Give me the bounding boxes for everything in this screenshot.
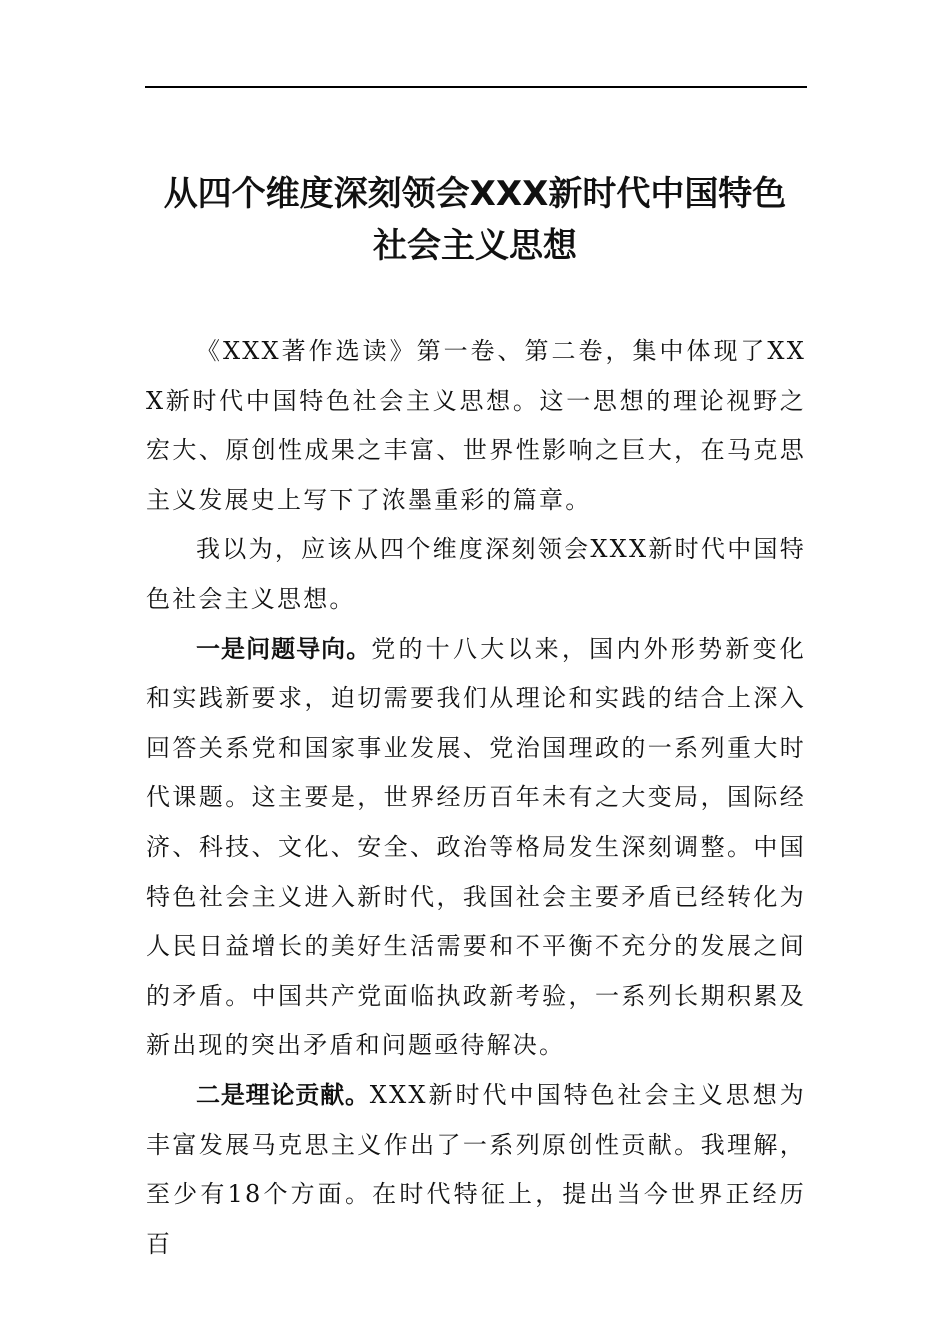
paragraph-text: 党的十八大以来，国内外形势新变化和实践新要求，迫切需要我们从理论和实践的结合上深入回答关系党和国家事业发展、党治国理政的一系列重大时代课题。这主要是，世界经历百年未有之大变局，国际经济、科技、文化、安全、政治等格局发生深刻调整。中国特色社会主义进入新时代，我国社会主要矛盾已经转化为人民日益增长的美好生活需要和不平衡不充分的发展之间的矛盾。中国共产党面临执政新考验，一系列长期积累及新出现的突出矛盾和问题亟待解决。	[146, 634, 807, 1060]
document-body	[146, 327, 806, 1269]
title-line-1: 从四个维度深刻领会XXX新时代中国特色	[163, 174, 787, 214]
paragraph-intro	[146, 327, 806, 525]
paragraph-lead: 二是理论贡献。	[196, 1080, 370, 1109]
paragraph-text: XXX新时代中国特色社会主义思想为丰富发展马克思主义作出了一系列原创性贡献。我理解，至少有18个方面。在时代特征上，提出当今世界正经历百	[146, 1080, 806, 1258]
paragraph-problem-orientation	[146, 625, 806, 1071]
paragraph-text: 我以为，应该从四个维度深刻领会XXX新时代中国特色社会主义思想。	[146, 535, 806, 613]
paragraph-thesis	[146, 525, 806, 624]
title-line-2: 社会主义思想	[373, 226, 577, 266]
header-rule	[145, 86, 807, 88]
paragraph-lead: 一是问题导向。	[196, 634, 372, 663]
paragraph-theory-contribution	[146, 1071, 806, 1269]
paragraph-text: 《XXX著作选读》第一卷、第二卷，集中体现了XXX新时代中国特色社会主义思想。这一思想的理论视野之宏大、原创性成果之丰富、世界性影响之巨大，在马克思主义发展史上写下了浓墨重彩的篇章。	[146, 337, 806, 514]
document-title	[120, 168, 830, 272]
